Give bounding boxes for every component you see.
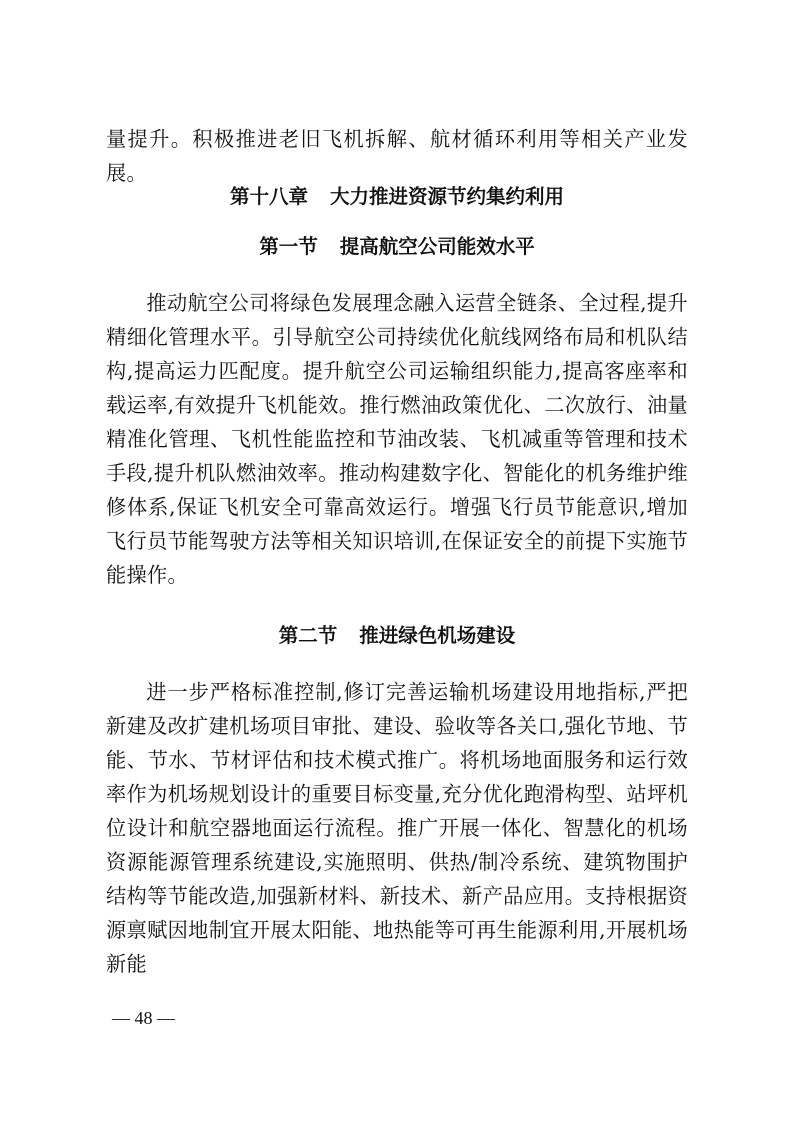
chapter-number: 第十八章 bbox=[229, 185, 308, 208]
chapter-heading bbox=[106, 182, 688, 212]
page-number: — 48 — bbox=[112, 1008, 175, 1028]
section-1-paragraph: 推动航空公司将绿色发展理念融入运营全链条、全过程,提升精细化管理水平。引导航空公司持续优化航线网络布局和机队结构,提高运力匹配度。提升航空公司运输组织能力,提高客座率和载运率,有效提升飞机能效。推行燃油政策优化、二次放行、油量精准化管理、飞机性能监控和节油改装、飞机减重等管理和技术手段,提升机队燃油效率。推动构建数字化、智能化的机务维护维修体系,保证飞机安全可靠高效运行。增强飞行员节能意识,增加飞行员节能驾驶方法等相关知识培训,在保证安全的前提下实施节能操作。 bbox=[106, 291, 688, 587]
section-heading-1 bbox=[106, 232, 688, 262]
section-2-paragraph: 进一步严格标准控制,修订完善运输机场建设用地指标,严把新建及改扩建机场项目审批、建设、验收等各关口,强化节地、节能、节水、节材评估和技术模式推广。将机场地面服务和运行效率作为机场规划设计的重要目标变量,充分优化跑滑构型、站坪机位设计和航空器地面运行流程。推广开展一体化、智慧化的机场资源能源管理系统建设,实施照明、供热/制冷系统、建筑物围护结构等节能改造,加强新材料、新技术、新产品应用。支持根据资源禀赋因地制宜开展太阳能、地热能等可再生能源利用,开展机场新能 bbox=[106, 680, 688, 976]
section-number: 第二节 bbox=[278, 624, 338, 647]
chapter-title: 大力推进资源节约集约利用 bbox=[330, 185, 565, 208]
section-heading-2 bbox=[106, 621, 688, 651]
section-title: 提高航空公司能效水平 bbox=[339, 235, 535, 258]
section-number: 第一节 bbox=[259, 235, 318, 258]
continuation-paragraph: 量提升。积极推进老旧飞机拆解、航材循环利用等相关产业发展。 bbox=[106, 127, 688, 185]
section-title: 推进绿色机场建设 bbox=[359, 624, 516, 647]
